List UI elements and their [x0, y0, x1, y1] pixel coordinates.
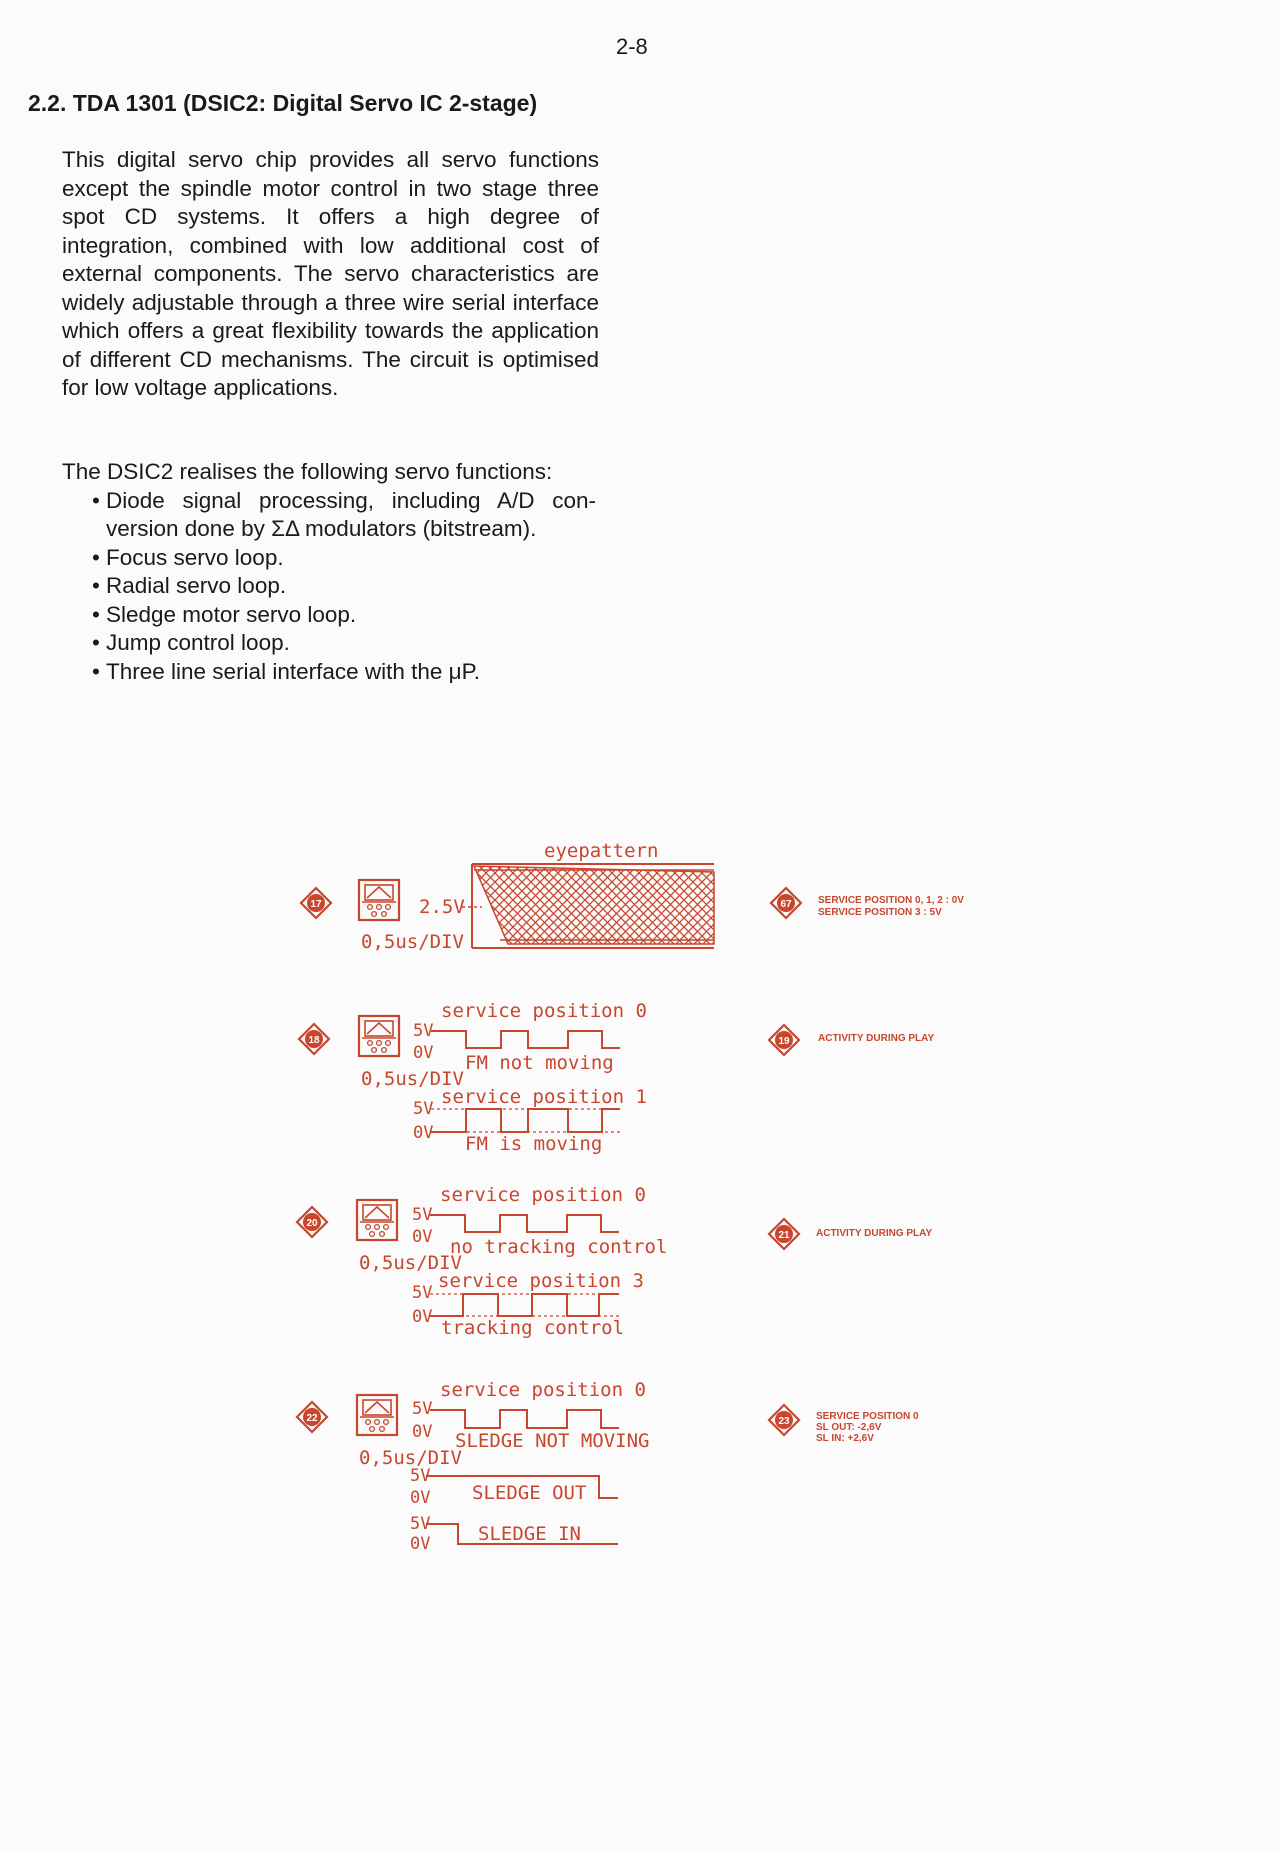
eyepattern-trace — [462, 864, 714, 948]
functions-lead: The DSIC2 realises the following servo functions: — [62, 459, 553, 484]
note-22-line-2: SL OUT: -2,6V — [816, 1422, 882, 1433]
test-point-67-marker — [771, 888, 801, 918]
eyepattern-level: 2.5V — [419, 896, 465, 918]
d22-c-caption: SLEDGE IN — [478, 1523, 581, 1545]
d20-a-high: 5V — [412, 1205, 433, 1225]
intro-paragraph: This digital servo chip provides all servo functions except the spindle motor control in two stage three spot CD systems. It offers a high degree of integration, combined with low additional cost of external components. The servo characteristics are widely adjustable through a three wire serial interface which offers a great flexibility towards the application of different CD mechanisms. The circuit is optimised for low voltage applications. — [62, 147, 599, 400]
d22-c-low: 0V — [410, 1534, 431, 1554]
d18-b-waveform — [431, 1109, 620, 1132]
test-point-20-number: 20 — [306, 1218, 318, 1229]
d18-a-caption: FM not moving — [465, 1052, 614, 1074]
diagram-17 — [301, 840, 964, 953]
note-20-line-1: ACTIVITY DURING PLAY — [816, 1228, 933, 1239]
eyepattern-title: eyepattern — [544, 840, 659, 862]
d20-a-low: 0V — [412, 1227, 433, 1247]
d18-b-caption: FM is moving — [465, 1133, 603, 1155]
oscilloscope-icon — [357, 1200, 397, 1240]
d22-a-title: service position 0 — [440, 1379, 646, 1401]
d20-a-title: service position 0 — [440, 1184, 646, 1206]
test-point-17-marker — [301, 888, 331, 918]
list-item: • Sledge motor servo loop. — [92, 601, 622, 630]
d22-b-high: 5V — [410, 1466, 431, 1486]
d22-b-caption: SLEDGE OUT — [472, 1482, 587, 1504]
test-point-19-marker — [769, 1025, 799, 1055]
d18-a-waveform — [431, 1031, 620, 1048]
list-item: • Three line serial interface with the μP. — [92, 658, 622, 687]
list-item: • Jump control loop. — [92, 629, 622, 658]
test-point-67-number: 67 — [780, 899, 792, 910]
d20-b-caption: tracking control — [441, 1317, 625, 1339]
d20-b-title: service position 3 — [438, 1270, 644, 1292]
test-point-23-marker — [769, 1405, 799, 1435]
d22-a-low: 0V — [412, 1422, 433, 1442]
test-point-20-marker — [297, 1207, 327, 1237]
d18-timebase: 0,5us/DIV — [361, 1068, 464, 1090]
d18-a-low: 0V — [413, 1043, 434, 1063]
oscilloscope-icon — [359, 1016, 399, 1056]
d18-b-high: 5V — [413, 1099, 434, 1119]
d20-a-caption: no tracking control — [450, 1236, 668, 1258]
note-22-line-1: SERVICE POSITION 0 — [816, 1411, 919, 1422]
page-number: 2-8 — [616, 34, 648, 59]
section-heading: 2.2. TDA 1301 (DSIC2: Digital Servo IC 2-stage) — [28, 90, 538, 116]
note-17-line-1: SERVICE POSITION 0, 1, 2 : 0V — [818, 895, 964, 906]
test-point-23-number: 23 — [778, 1416, 790, 1427]
d18-b-low: 0V — [413, 1123, 434, 1143]
test-point-19-number: 19 — [778, 1036, 790, 1047]
d20-b-high: 5V — [412, 1283, 433, 1303]
diagram-20 — [297, 1184, 932, 1339]
oscilloscope-icon — [357, 1395, 397, 1435]
test-point-21-marker — [769, 1219, 799, 1249]
list-item: • Focus servo loop. — [92, 544, 622, 573]
note-18-line-1: ACTIVITY DURING PLAY — [818, 1033, 935, 1044]
d22-a-caption: SLEDGE NOT MOVING — [455, 1430, 650, 1452]
test-point-21-number: 21 — [778, 1230, 790, 1241]
test-point-22-number: 22 — [306, 1413, 318, 1424]
d22-a-waveform — [430, 1410, 619, 1428]
d22-c-high: 5V — [410, 1514, 431, 1534]
d18-a-high: 5V — [413, 1021, 434, 1041]
test-point-18-marker — [299, 1024, 329, 1054]
d22-a-high: 5V — [412, 1399, 433, 1419]
diagram-22 — [297, 1379, 919, 1554]
note-17-line-2: SERVICE POSITION 3 : 5V — [818, 907, 942, 918]
d22-b-low: 0V — [410, 1488, 431, 1508]
eyepattern-timebase: 0,5us/DIV — [361, 931, 464, 953]
note-22-line-3: SL IN: +2,6V — [816, 1433, 874, 1444]
d20-b-waveform — [430, 1294, 619, 1316]
d20-timebase: 0,5us/DIV — [359, 1252, 462, 1274]
d18-b-title: service position 1 — [441, 1086, 647, 1108]
diagram-18 — [299, 1000, 934, 1155]
test-point-22-marker — [297, 1402, 327, 1432]
test-point-18-number: 18 — [308, 1035, 320, 1046]
d22-timebase: 0,5us/DIV — [359, 1447, 462, 1469]
list-item: • Radial servo loop. — [92, 572, 622, 601]
test-point-17-number: 17 — [310, 899, 322, 910]
d20-a-waveform — [430, 1215, 619, 1232]
oscilloscope-icon — [359, 880, 399, 920]
d18-a-title: service position 0 — [441, 1000, 647, 1022]
list-item: • Diode signal processing, including A/D con-version done by ΣΔ modulators (bitstream). — [92, 487, 596, 544]
d20-b-low: 0V — [412, 1307, 433, 1327]
